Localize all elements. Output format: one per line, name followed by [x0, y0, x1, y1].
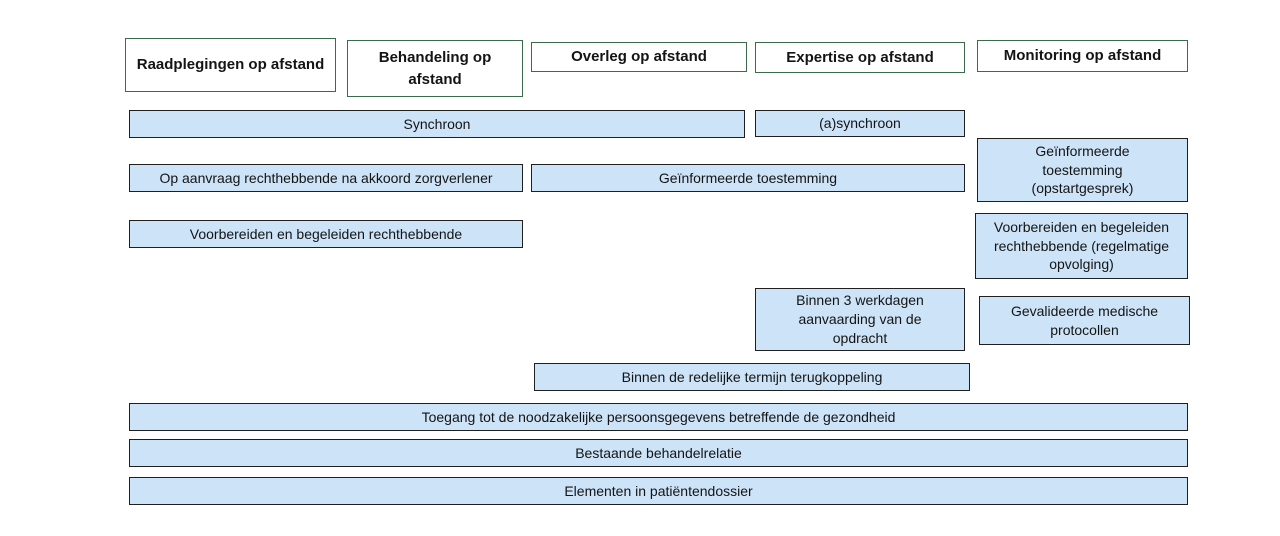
box-synchroon — [129, 110, 745, 138]
box-elementen-in-patientendossier — [129, 477, 1188, 505]
header-label: Behandeling op afstand — [378, 48, 492, 88]
box-geinformeerde-toestemming-opstartgesprek — [977, 138, 1188, 202]
header-overleg-op-afstand — [531, 42, 747, 72]
box-label: Elementen in patiëntendossier — [564, 482, 753, 499]
box-binnen-3-werkdagen-aanvaarding — [755, 288, 965, 351]
box-label: Op aanvraag rechthebbende na akkoord zorgverlener — [159, 169, 493, 186]
box-label: Voorbereiden en begeleiden rechthebbende — [189, 225, 463, 242]
box-geinformeerde-toestemming — [531, 164, 965, 192]
header-label: Monitoring op afstand — [1003, 47, 1162, 65]
box-label: Synchroon — [403, 115, 471, 132]
box-label: (a)synchroon — [819, 115, 901, 132]
box-label: Bestaande behandelrelatie — [575, 444, 742, 461]
header-label: Expertise op afstand — [786, 48, 934, 66]
box-gevalideerde-medische-protocollen — [979, 296, 1190, 345]
header-raadplegingen-op-afstand — [125, 38, 336, 92]
box-label: Toegang tot de noodzakelijke persoonsgegevens betreffende de gezondheid — [421, 408, 896, 425]
box-label: Voorbereiden en begeleiden rechthebbende (regelmatige opvolging) — [993, 218, 1170, 273]
box-label: Binnen 3 werkdagen aanvaarding van de opdracht — [796, 292, 924, 346]
box-label: Geïnformeerde toestemming (opstartgesprek) — [1031, 142, 1134, 197]
box-bestaande-behandelrelatie — [129, 439, 1188, 467]
box-label: Gevalideerde medische protocollen — [1010, 302, 1159, 338]
box-asynchroon — [755, 110, 965, 137]
box-toegang-persoonsgegevens-gezondheid — [129, 403, 1188, 431]
box-voorbereiden-begeleiden-regelmatige-opvolging — [975, 213, 1188, 279]
box-binnen-redelijke-termijn-terugkoppeling — [534, 363, 970, 391]
header-monitoring-op-afstand — [977, 40, 1188, 72]
header-behandeling-op-afstand — [347, 40, 523, 97]
box-label: Binnen de redelijke termijn terugkoppeling — [621, 368, 883, 385]
header-expertise-op-afstand — [755, 42, 965, 73]
box-label: Geïnformeerde toestemming — [658, 169, 838, 186]
header-label: Raadplegingen op afstand — [136, 56, 325, 74]
box-op-aanvraag-rechthebbende — [129, 164, 523, 192]
header-label: Overleg op afstand — [571, 48, 707, 66]
box-voorbereiden-begeleiden-rechthebbende — [129, 220, 523, 248]
